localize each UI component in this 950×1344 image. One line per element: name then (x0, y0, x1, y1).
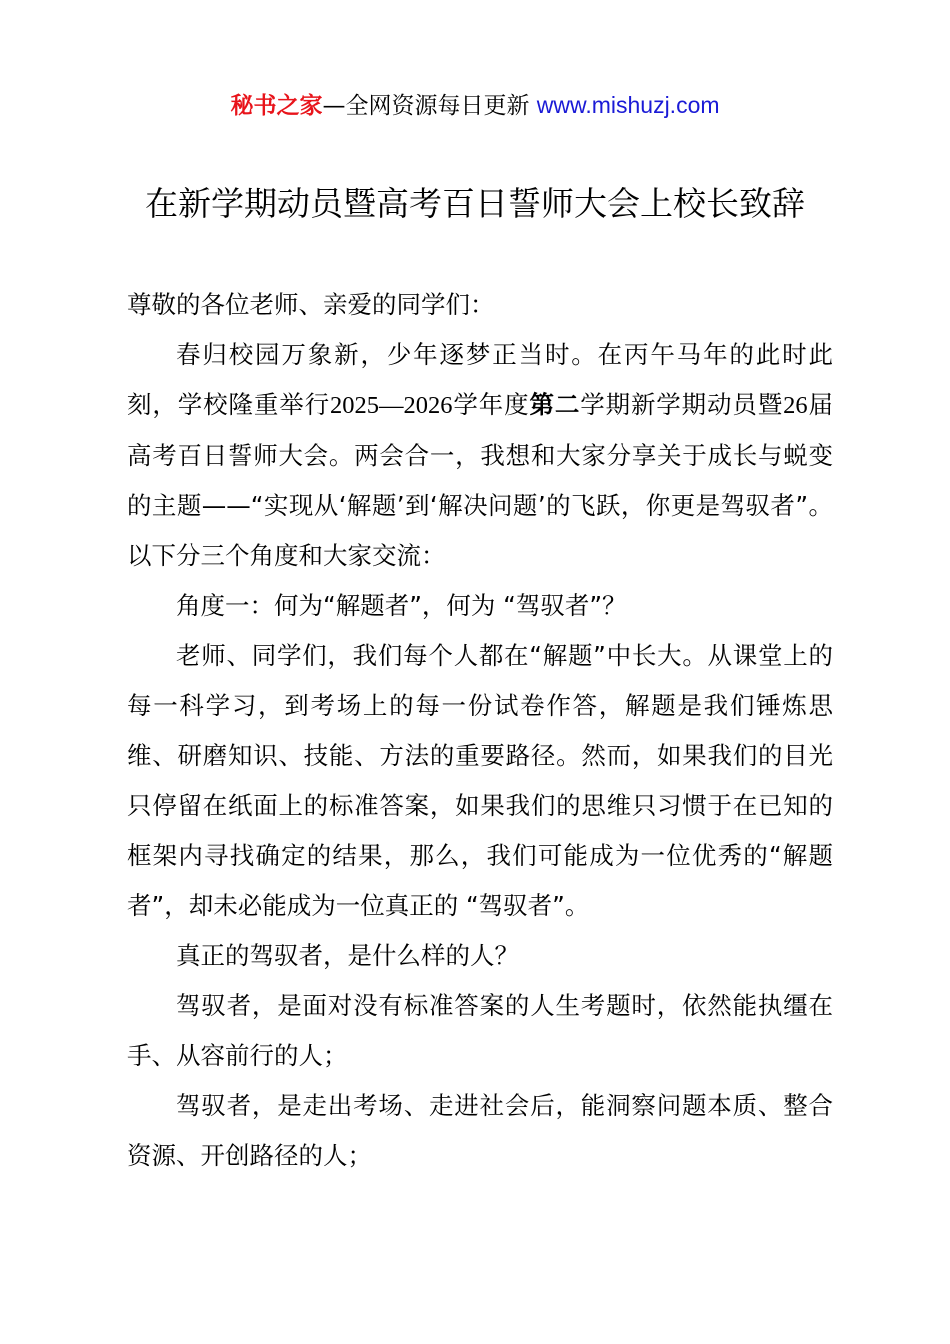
semester-emphasis: 第二 (529, 390, 581, 419)
site-url-link[interactable]: www.mishuzj.com (536, 92, 720, 118)
paragraph: 驾驭者，是走出考场、走进社会后，能洞察问题本质、整合资源、开创路径的人； (127, 1091, 833, 1170)
brand-name: 秘书之家 (230, 93, 323, 119)
paragraph-text: 春归校园万象新，少年逐梦正当时。在丙午马年的此时此刻，学校隆重举行 (127, 340, 833, 419)
class-number: 26 (783, 392, 808, 419)
site-header (0, 88, 950, 123)
paragraph: 驾驭者，是面对没有标准答案的人生考题时，依然能执缰在手、从容前行的人； (127, 991, 833, 1070)
paragraph: 老师、同学们，我们每个人都在“解题”中长大。从课堂上的每一科学习，到考场上的每一份试卷作答，解题是我们锤炼思维、研磨知识、技能、方法的重要路径。然而，如果我们的目光只停留在纸面上的标准答案，如果我们的思维只习惯于在已知的框架内寻找确定的结果，那么，我们可能成为一位优秀的“解题者”，却未必能成为一位真正的 “驾驭者”。 (127, 641, 833, 920)
school-year: 2025—2026 (329, 392, 453, 419)
salutation: 尊敬的各位老师、亲爱的同学们： (127, 290, 495, 319)
section-heading-angle-one: 角度一：何为“解题者”，何为 “驾驭者”？ (176, 591, 627, 620)
document-body (127, 280, 833, 1181)
paragraph-text: 学期新学期动员暨 (580, 390, 784, 419)
tagline: —全网资源每日更新 (322, 93, 530, 119)
paragraph-opening (127, 330, 833, 581)
paragraph-text: 届高考百日誓师大会。两会合一，我想和大家分享关于成长与蜕变的主题——“实现从‘解题’到‘解决问题’的飞跃，你更是驾驭者”。以下分三个角度和大家交流： (127, 390, 834, 570)
paragraph: 真正的驾驭者，是什么样的人？ (176, 941, 519, 970)
paragraph-text: 学年度 (452, 390, 530, 419)
document-title: 在新学期动员暨高考百日誓师大会上校长致辞 (145, 184, 805, 223)
